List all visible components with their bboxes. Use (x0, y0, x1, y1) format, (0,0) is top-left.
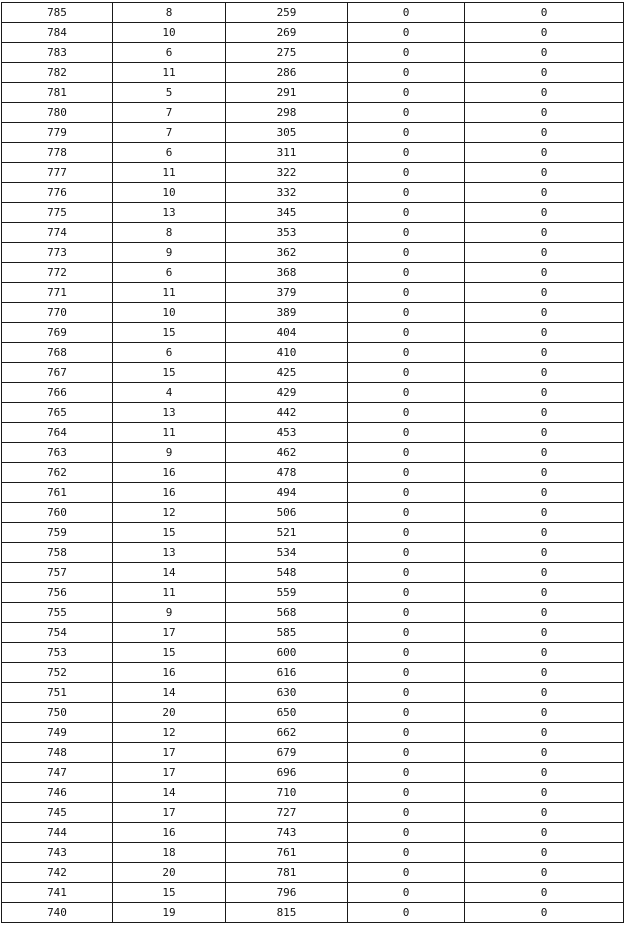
score-cell: 765 (2, 403, 113, 423)
cumulative-count-cell: 353 (226, 223, 348, 243)
count-cell: 17 (113, 743, 226, 763)
cumulative-count-cell: 568 (226, 603, 348, 623)
zero-value-cell-2: 0 (465, 3, 624, 23)
table-row (2, 163, 624, 183)
zero-value-cell: 0 (348, 783, 465, 803)
cumulative-count-cell: 442 (226, 403, 348, 423)
zero-value-cell-2: 0 (465, 623, 624, 643)
cumulative-count-cell: 368 (226, 263, 348, 283)
score-cell: 785 (2, 3, 113, 23)
count-cell: 9 (113, 603, 226, 623)
zero-value-cell: 0 (348, 903, 465, 923)
zero-value-cell-2: 0 (465, 343, 624, 363)
zero-value-cell-2: 0 (465, 43, 624, 63)
table-row (2, 43, 624, 63)
table-row (2, 3, 624, 23)
table-row (2, 503, 624, 523)
count-cell: 16 (113, 823, 226, 843)
table-row (2, 343, 624, 363)
zero-value-cell: 0 (348, 423, 465, 443)
zero-value-cell-2: 0 (465, 303, 624, 323)
count-cell: 20 (113, 703, 226, 723)
table-row (2, 483, 624, 503)
zero-value-cell: 0 (348, 463, 465, 483)
zero-value-cell-2: 0 (465, 203, 624, 223)
zero-value-cell: 0 (348, 443, 465, 463)
cumulative-count-cell: 494 (226, 483, 348, 503)
zero-value-cell-2: 0 (465, 223, 624, 243)
score-cell: 749 (2, 723, 113, 743)
score-cell: 763 (2, 443, 113, 463)
zero-value-cell-2: 0 (465, 763, 624, 783)
zero-value-cell-2: 0 (465, 563, 624, 583)
score-cell: 746 (2, 783, 113, 803)
zero-value-cell: 0 (348, 303, 465, 323)
zero-value-cell-2: 0 (465, 903, 624, 923)
zero-value-cell: 0 (348, 883, 465, 903)
score-cell: 742 (2, 863, 113, 883)
zero-value-cell: 0 (348, 43, 465, 63)
zero-value-cell: 0 (348, 283, 465, 303)
cumulative-count-cell: 679 (226, 743, 348, 763)
zero-value-cell: 0 (348, 143, 465, 163)
zero-value-cell-2: 0 (465, 323, 624, 343)
zero-value-cell: 0 (348, 63, 465, 83)
score-cell: 780 (2, 103, 113, 123)
zero-value-cell-2: 0 (465, 863, 624, 883)
score-cell: 756 (2, 583, 113, 603)
zero-value-cell-2: 0 (465, 63, 624, 83)
zero-value-cell: 0 (348, 163, 465, 183)
zero-value-cell: 0 (348, 503, 465, 523)
zero-value-cell: 0 (348, 523, 465, 543)
cumulative-count-cell: 311 (226, 143, 348, 163)
table-row (2, 63, 624, 83)
cumulative-count-cell: 332 (226, 183, 348, 203)
score-cell: 753 (2, 643, 113, 663)
zero-value-cell: 0 (348, 683, 465, 703)
score-cell: 741 (2, 883, 113, 903)
count-cell: 8 (113, 223, 226, 243)
zero-value-cell: 0 (348, 83, 465, 103)
score-cell: 783 (2, 43, 113, 63)
table-body (2, 3, 624, 923)
score-cell: 768 (2, 343, 113, 363)
count-cell: 6 (113, 43, 226, 63)
table-row (2, 583, 624, 603)
cumulative-count-cell: 650 (226, 703, 348, 723)
table-row (2, 743, 624, 763)
zero-value-cell: 0 (348, 543, 465, 563)
count-cell: 19 (113, 903, 226, 923)
table-row (2, 243, 624, 263)
cumulative-count-cell: 559 (226, 583, 348, 603)
score-cell: 757 (2, 563, 113, 583)
count-cell: 11 (113, 163, 226, 183)
table-row (2, 123, 624, 143)
zero-value-cell-2: 0 (465, 283, 624, 303)
table-row (2, 103, 624, 123)
zero-value-cell: 0 (348, 563, 465, 583)
table-row (2, 223, 624, 243)
cumulative-count-cell: 389 (226, 303, 348, 323)
cumulative-count-cell: 521 (226, 523, 348, 543)
table-row (2, 23, 624, 43)
count-cell: 20 (113, 863, 226, 883)
zero-value-cell-2: 0 (465, 143, 624, 163)
zero-value-cell: 0 (348, 723, 465, 743)
count-cell: 17 (113, 623, 226, 643)
table-row (2, 203, 624, 223)
cumulative-count-cell: 404 (226, 323, 348, 343)
table-row (2, 763, 624, 783)
zero-value-cell: 0 (348, 323, 465, 343)
cumulative-count-cell: 662 (226, 723, 348, 743)
count-cell: 18 (113, 843, 226, 863)
count-cell: 10 (113, 183, 226, 203)
cumulative-count-cell: 630 (226, 683, 348, 703)
zero-value-cell: 0 (348, 583, 465, 603)
cumulative-count-cell: 410 (226, 343, 348, 363)
score-cell: 754 (2, 623, 113, 643)
count-cell: 10 (113, 303, 226, 323)
score-cell: 782 (2, 63, 113, 83)
table-row (2, 603, 624, 623)
count-cell: 14 (113, 683, 226, 703)
score-cell: 781 (2, 83, 113, 103)
count-cell: 14 (113, 783, 226, 803)
zero-value-cell: 0 (348, 343, 465, 363)
table-row (2, 803, 624, 823)
cumulative-count-cell: 743 (226, 823, 348, 843)
zero-value-cell: 0 (348, 843, 465, 863)
count-cell: 16 (113, 463, 226, 483)
zero-value-cell: 0 (348, 623, 465, 643)
zero-value-cell: 0 (348, 223, 465, 243)
cumulative-count-cell: 425 (226, 363, 348, 383)
cumulative-count-cell: 345 (226, 203, 348, 223)
table-row (2, 323, 624, 343)
score-cell: 760 (2, 503, 113, 523)
cumulative-count-cell: 429 (226, 383, 348, 403)
score-cell: 751 (2, 683, 113, 703)
score-cell: 745 (2, 803, 113, 823)
count-cell: 17 (113, 763, 226, 783)
score-cell: 740 (2, 903, 113, 923)
score-cell: 762 (2, 463, 113, 483)
zero-value-cell-2: 0 (465, 383, 624, 403)
table-row (2, 143, 624, 163)
count-cell: 12 (113, 723, 226, 743)
cumulative-count-cell: 616 (226, 663, 348, 683)
count-cell: 6 (113, 263, 226, 283)
cumulative-count-cell: 585 (226, 623, 348, 643)
zero-value-cell: 0 (348, 23, 465, 43)
score-cell: 764 (2, 423, 113, 443)
count-cell: 14 (113, 563, 226, 583)
cumulative-count-cell: 600 (226, 643, 348, 663)
zero-value-cell: 0 (348, 383, 465, 403)
score-cell: 747 (2, 763, 113, 783)
score-cell: 776 (2, 183, 113, 203)
zero-value-cell-2: 0 (465, 723, 624, 743)
count-cell: 16 (113, 663, 226, 683)
zero-value-cell: 0 (348, 763, 465, 783)
zero-value-cell: 0 (348, 863, 465, 883)
zero-value-cell: 0 (348, 123, 465, 143)
zero-value-cell: 0 (348, 703, 465, 723)
zero-value-cell: 0 (348, 823, 465, 843)
cumulative-count-cell: 286 (226, 63, 348, 83)
zero-value-cell-2: 0 (465, 883, 624, 903)
cumulative-count-cell: 291 (226, 83, 348, 103)
zero-value-cell: 0 (348, 263, 465, 283)
score-cell: 744 (2, 823, 113, 843)
cumulative-count-cell: 275 (226, 43, 348, 63)
table-row (2, 643, 624, 663)
score-cell: 767 (2, 363, 113, 383)
count-cell: 10 (113, 23, 226, 43)
count-cell: 15 (113, 643, 226, 663)
count-cell: 9 (113, 243, 226, 263)
count-cell: 9 (113, 443, 226, 463)
count-cell: 12 (113, 503, 226, 523)
count-cell: 8 (113, 3, 226, 23)
zero-value-cell-2: 0 (465, 403, 624, 423)
count-cell: 11 (113, 283, 226, 303)
zero-value-cell-2: 0 (465, 483, 624, 503)
score-cell: 784 (2, 23, 113, 43)
zero-value-cell: 0 (348, 203, 465, 223)
table-row (2, 563, 624, 583)
table-row (2, 523, 624, 543)
count-cell: 11 (113, 423, 226, 443)
cumulative-count-cell: 379 (226, 283, 348, 303)
zero-value-cell: 0 (348, 803, 465, 823)
score-cell: 775 (2, 203, 113, 223)
zero-value-cell-2: 0 (465, 603, 624, 623)
count-cell: 17 (113, 803, 226, 823)
table-row (2, 403, 624, 423)
score-cell: 766 (2, 383, 113, 403)
cumulative-count-cell: 710 (226, 783, 348, 803)
zero-value-cell-2: 0 (465, 123, 624, 143)
score-cell: 770 (2, 303, 113, 323)
zero-value-cell: 0 (348, 403, 465, 423)
cumulative-count-cell: 259 (226, 3, 348, 23)
zero-value-cell-2: 0 (465, 583, 624, 603)
cumulative-count-cell: 269 (226, 23, 348, 43)
zero-value-cell: 0 (348, 3, 465, 23)
count-cell: 5 (113, 83, 226, 103)
score-cell: 750 (2, 703, 113, 723)
score-cell: 774 (2, 223, 113, 243)
cumulative-count-cell: 362 (226, 243, 348, 263)
score-cell: 771 (2, 283, 113, 303)
zero-value-cell-2: 0 (465, 443, 624, 463)
zero-value-cell-2: 0 (465, 803, 624, 823)
score-cell: 761 (2, 483, 113, 503)
count-cell: 13 (113, 403, 226, 423)
cumulative-count-cell: 534 (226, 543, 348, 563)
zero-value-cell-2: 0 (465, 423, 624, 443)
zero-value-cell-2: 0 (465, 83, 624, 103)
table-row (2, 723, 624, 743)
table-row (2, 843, 624, 863)
zero-value-cell: 0 (348, 603, 465, 623)
cumulative-count-cell: 761 (226, 843, 348, 863)
zero-value-cell-2: 0 (465, 183, 624, 203)
table-row (2, 823, 624, 843)
score-cell: 755 (2, 603, 113, 623)
zero-value-cell: 0 (348, 743, 465, 763)
zero-value-cell-2: 0 (465, 503, 624, 523)
count-cell: 7 (113, 103, 226, 123)
cumulative-count-cell: 298 (226, 103, 348, 123)
zero-value-cell-2: 0 (465, 523, 624, 543)
zero-value-cell: 0 (348, 663, 465, 683)
table-row (2, 363, 624, 383)
cumulative-count-cell: 727 (226, 803, 348, 823)
table-row (2, 543, 624, 563)
score-cell: 778 (2, 143, 113, 163)
count-cell: 6 (113, 143, 226, 163)
table-row (2, 623, 624, 643)
zero-value-cell-2: 0 (465, 783, 624, 803)
count-cell: 4 (113, 383, 226, 403)
zero-value-cell-2: 0 (465, 463, 624, 483)
count-cell: 15 (113, 363, 226, 383)
table-row (2, 463, 624, 483)
zero-value-cell-2: 0 (465, 823, 624, 843)
table-row (2, 863, 624, 883)
score-cell: 759 (2, 523, 113, 543)
score-cell: 752 (2, 663, 113, 683)
zero-value-cell: 0 (348, 483, 465, 503)
zero-value-cell-2: 0 (465, 103, 624, 123)
count-cell: 6 (113, 343, 226, 363)
score-cell: 777 (2, 163, 113, 183)
zero-value-cell: 0 (348, 183, 465, 203)
zero-value-cell-2: 0 (465, 363, 624, 383)
zero-value-cell: 0 (348, 243, 465, 263)
zero-value-cell: 0 (348, 363, 465, 383)
cumulative-count-cell: 696 (226, 763, 348, 783)
count-cell: 7 (113, 123, 226, 143)
count-cell: 15 (113, 883, 226, 903)
count-cell: 16 (113, 483, 226, 503)
zero-value-cell-2: 0 (465, 743, 624, 763)
zero-value-cell-2: 0 (465, 703, 624, 723)
cumulative-count-cell: 781 (226, 863, 348, 883)
count-cell: 13 (113, 543, 226, 563)
cumulative-count-cell: 453 (226, 423, 348, 443)
cumulative-count-cell: 548 (226, 563, 348, 583)
zero-value-cell-2: 0 (465, 263, 624, 283)
table-row (2, 263, 624, 283)
zero-value-cell-2: 0 (465, 243, 624, 263)
zero-value-cell-2: 0 (465, 663, 624, 683)
zero-value-cell-2: 0 (465, 643, 624, 663)
count-cell: 11 (113, 583, 226, 603)
zero-value-cell-2: 0 (465, 23, 624, 43)
cumulative-count-cell: 815 (226, 903, 348, 923)
count-cell: 15 (113, 323, 226, 343)
cumulative-count-cell: 305 (226, 123, 348, 143)
table-row (2, 183, 624, 203)
zero-value-cell: 0 (348, 103, 465, 123)
table-row (2, 703, 624, 723)
cumulative-count-cell: 322 (226, 163, 348, 183)
count-cell: 11 (113, 63, 226, 83)
table-row (2, 783, 624, 803)
zero-value-cell-2: 0 (465, 543, 624, 563)
count-cell: 15 (113, 523, 226, 543)
score-cell: 773 (2, 243, 113, 263)
cumulative-count-cell: 462 (226, 443, 348, 463)
score-cell: 758 (2, 543, 113, 563)
zero-value-cell-2: 0 (465, 683, 624, 703)
score-table (1, 2, 624, 923)
zero-value-cell-2: 0 (465, 843, 624, 863)
table-row (2, 903, 624, 923)
table-row (2, 383, 624, 403)
table-row (2, 83, 624, 103)
table-row (2, 303, 624, 323)
zero-value-cell-2: 0 (465, 163, 624, 183)
score-cell: 779 (2, 123, 113, 143)
table-row (2, 423, 624, 443)
score-cell: 772 (2, 263, 113, 283)
table-row (2, 663, 624, 683)
count-cell: 13 (113, 203, 226, 223)
table-row (2, 883, 624, 903)
table-row (2, 443, 624, 463)
cumulative-count-cell: 506 (226, 503, 348, 523)
score-cell: 769 (2, 323, 113, 343)
table-row (2, 683, 624, 703)
table-row (2, 283, 624, 303)
score-cell: 748 (2, 743, 113, 763)
cumulative-count-cell: 478 (226, 463, 348, 483)
cumulative-count-cell: 796 (226, 883, 348, 903)
zero-value-cell: 0 (348, 643, 465, 663)
score-cell: 743 (2, 843, 113, 863)
